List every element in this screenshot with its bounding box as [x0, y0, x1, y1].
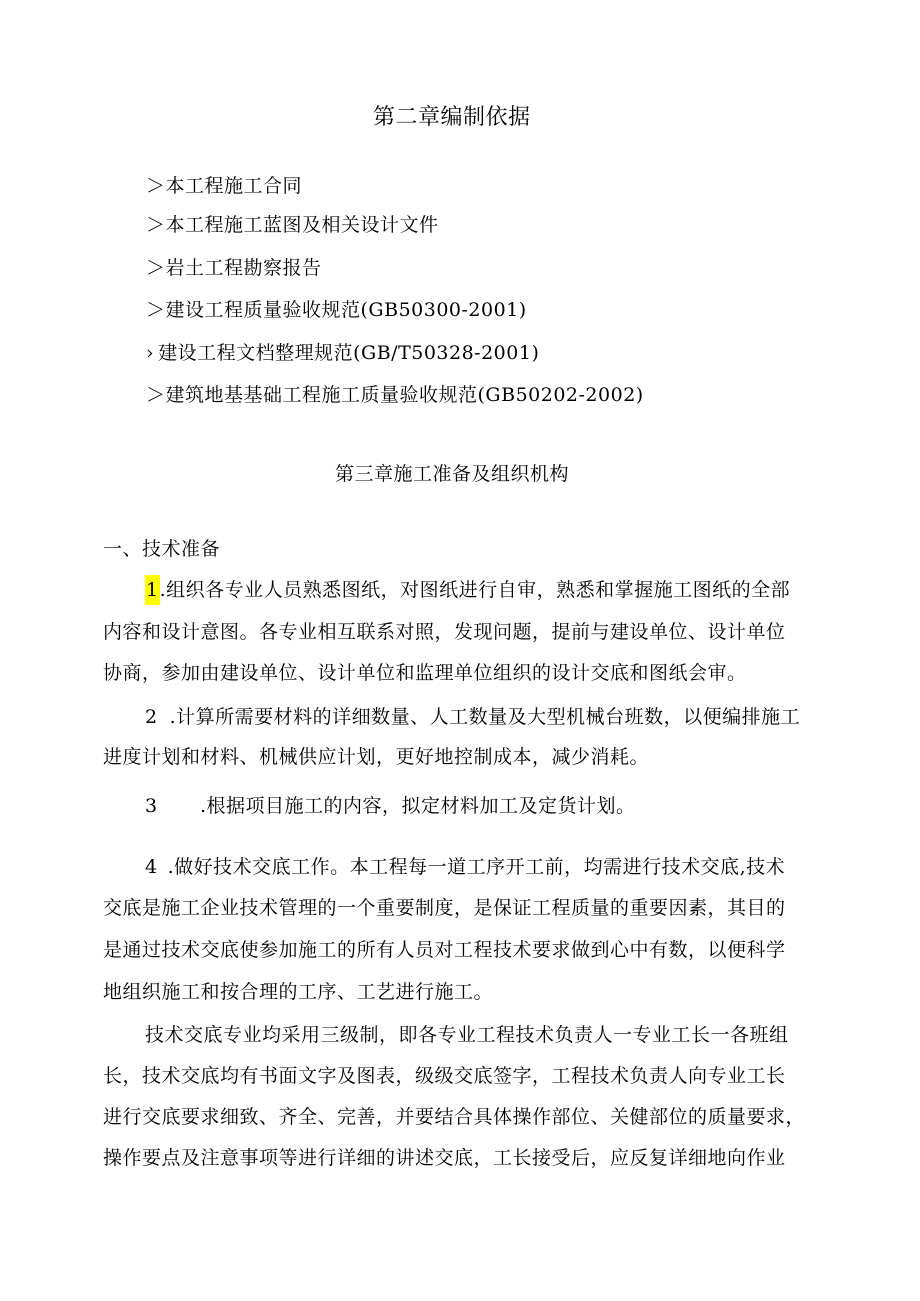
chapter3-title: 第三章施工准备及组织机构	[335, 463, 570, 485]
section-heading: 一、技术准备	[103, 538, 221, 560]
paragraph-3-line-1	[145, 794, 636, 818]
list-bullet: ＞	[146, 175, 166, 197]
list-item	[146, 213, 439, 237]
paragraph-2-line-2: 进度计划和材料、机械供应计划，更好地控制成本，减少消耗。	[103, 746, 650, 768]
paragraph-1-line-2: 内容和设计意图。各专业相互联系对照，发现问题，提前与建设单位、设计单位	[103, 621, 786, 643]
list-item-text: 建设工程文档整理规范(GB/T50328-2001)	[158, 342, 540, 364]
paragraph-number: 1	[145, 575, 160, 605]
list-item-text: 本工程施工蓝图及相关设计文件	[165, 214, 439, 236]
list-bullet: ＞	[146, 299, 166, 321]
paragraph-5-line-1: 技术交底专业均采用三级制，即各专业工程技术负责人一专业工长一各班组	[145, 1024, 789, 1046]
chapter2-title: 第二章编制依据	[373, 105, 531, 130]
paragraph-2-line-1	[145, 705, 800, 729]
list-item	[146, 174, 302, 198]
list-item-text: 建筑地基基础工程施工质量验收规范(GB50202-2002)	[165, 384, 644, 406]
paragraph-number: 3	[145, 795, 158, 817]
list-bullet: ＞	[146, 257, 166, 279]
list-item-text: 本工程施工合同	[165, 175, 303, 197]
paragraph-5-line-4: 操作要点及注意事项等进行详细的讲述交底，工长接受后，应反复详细地向作业	[103, 1147, 786, 1169]
paragraph-4-line-3: 是通过技术交底使参加施工的所有人员对工程技术要求做到心中有数，以便科学	[103, 939, 786, 961]
paragraph-4-line-1	[145, 855, 785, 879]
paragraph-text: .做好技术交底工作。本工程每一道工序开工前，均需进行技术交底,技术	[167, 856, 786, 878]
paragraph-number: 4	[145, 856, 158, 878]
paragraph-text: .根据项目施工的内容，拟定材料加工及定货计划。	[200, 795, 636, 817]
paragraph-number: 2	[145, 706, 158, 728]
paragraph-4-line-4: 地组织施工和按合理的工序、工艺进行施工。	[103, 981, 494, 1003]
paragraph-1-line-3: 协商，参加由建设单位、设计单位和监理单位组织的设计交底和图纸会审。	[103, 662, 747, 684]
paragraph-1-line-1	[145, 578, 790, 602]
list-item-text: 岩土工程勘察报告	[165, 257, 322, 279]
list-item-text: 建设工程质量验收规范(GB50300-2001)	[165, 299, 527, 321]
list-bullet: ＞	[146, 214, 166, 236]
paragraph-5-line-3: 进行交底要求细致、齐全、完善，并要结合具体操作部位、关健部位的质量要求，	[103, 1106, 806, 1128]
list-item	[146, 256, 322, 280]
paragraph-text: .组织各专业人员熟悉图纸，对图纸进行自审，熟悉和掌握施工图纸的全部	[159, 579, 791, 601]
list-bullet: ›	[146, 342, 155, 364]
list-item	[146, 383, 644, 407]
paragraph-text: .计算所需要材料的详细数量、人工数量及大型机械台班数，以便编排施工	[169, 706, 801, 728]
paragraph-5-line-2: 长，技术交底均有书面文字及图表，级级交底签字，工程技术负责人向专业工长	[103, 1065, 786, 1087]
list-item	[146, 341, 539, 365]
paragraph-4-line-2: 交底是施工企业技术管理的一个重要制度，是保证工程质量的重要因素，其目的	[103, 897, 786, 919]
list-bullet: ＞	[146, 384, 166, 406]
list-item	[146, 298, 527, 322]
